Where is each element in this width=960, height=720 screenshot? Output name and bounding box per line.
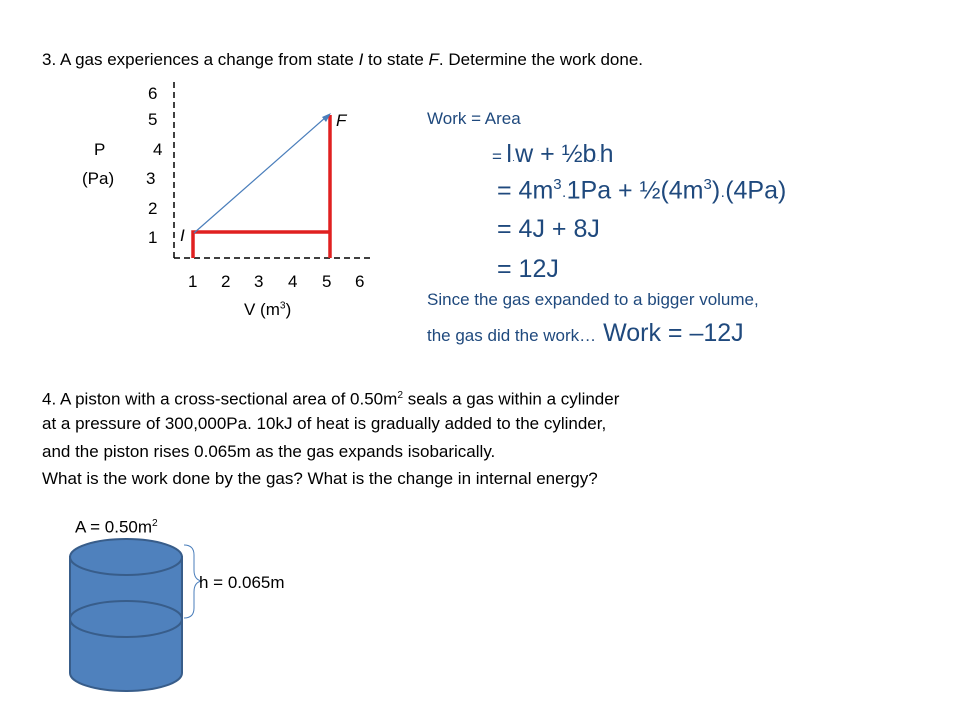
prompt-text-c: . Determine the work done. bbox=[438, 50, 644, 69]
prompt-state-i: I bbox=[358, 50, 364, 69]
area-label: $A = 0.50m^2$ bbox=[75, 517, 158, 537]
x-tick-1: 1 bbox=[188, 272, 198, 291]
prompt-text-a: 3. A gas experiences a change from state bbox=[42, 50, 359, 69]
height-label: h = 0.065m bbox=[199, 573, 285, 592]
point-i-label: I bbox=[180, 226, 185, 245]
x-tick-4: 4 bbox=[288, 272, 298, 291]
y-tick-4: 4 bbox=[153, 140, 163, 159]
x-tick-5: 5 bbox=[322, 272, 332, 291]
problem4-line4: What is the work done by the gas? What is the change in internal energy? bbox=[42, 469, 598, 488]
x-tick-3: 3 bbox=[254, 272, 264, 291]
diagonal-path bbox=[194, 117, 326, 233]
solution-heading: Work = Area bbox=[427, 109, 521, 128]
solution-line1: = l·w + ½b·h bbox=[492, 140, 614, 168]
solution-line2: = $4m^3\cdot 1Pa$ + $\frac{1}{2}(4m^3)\cdot(4Pa)$ bbox=[497, 176, 787, 205]
y-tick-1: 1 bbox=[148, 228, 158, 247]
conclusion-line1: Since the gas expanded to a bigger volume, bbox=[427, 290, 759, 309]
x-tick-6: 6 bbox=[355, 272, 365, 291]
process-path bbox=[193, 115, 330, 258]
conclusion-line2: the gas did the work… Work = –12J bbox=[427, 319, 744, 347]
y-axis-label-unit: (Pa) bbox=[82, 169, 115, 188]
solution-line3: = 4J + 8J bbox=[497, 215, 600, 243]
prompt-state-f: F bbox=[428, 50, 439, 69]
point-f-label: F bbox=[336, 111, 347, 130]
y-tick-3: 3 bbox=[146, 169, 156, 188]
problem4-line2: at a pressure of 300,000Pa. 10kJ of heat is gradually added to the cylinder, bbox=[42, 414, 607, 433]
problem4-line1: 4. A piston with a cross-sectional area of $0.50m^2$ seals a gas within a cylinder bbox=[42, 389, 620, 409]
prompt-text-b: to state bbox=[363, 50, 429, 69]
x-tick-2: 2 bbox=[221, 272, 231, 291]
problem4-line3: and the piston rises 0.065m as the gas expands isobarically. bbox=[42, 442, 496, 461]
x-axis-label: V $(m^3)$ bbox=[244, 300, 292, 319]
y-tick-6: 6 bbox=[148, 84, 158, 103]
y-tick-2: 2 bbox=[148, 199, 158, 218]
y-tick-5: 5 bbox=[148, 110, 158, 129]
y-axis-label-p: P bbox=[94, 140, 106, 159]
solution-line4: = 12J bbox=[497, 255, 559, 283]
